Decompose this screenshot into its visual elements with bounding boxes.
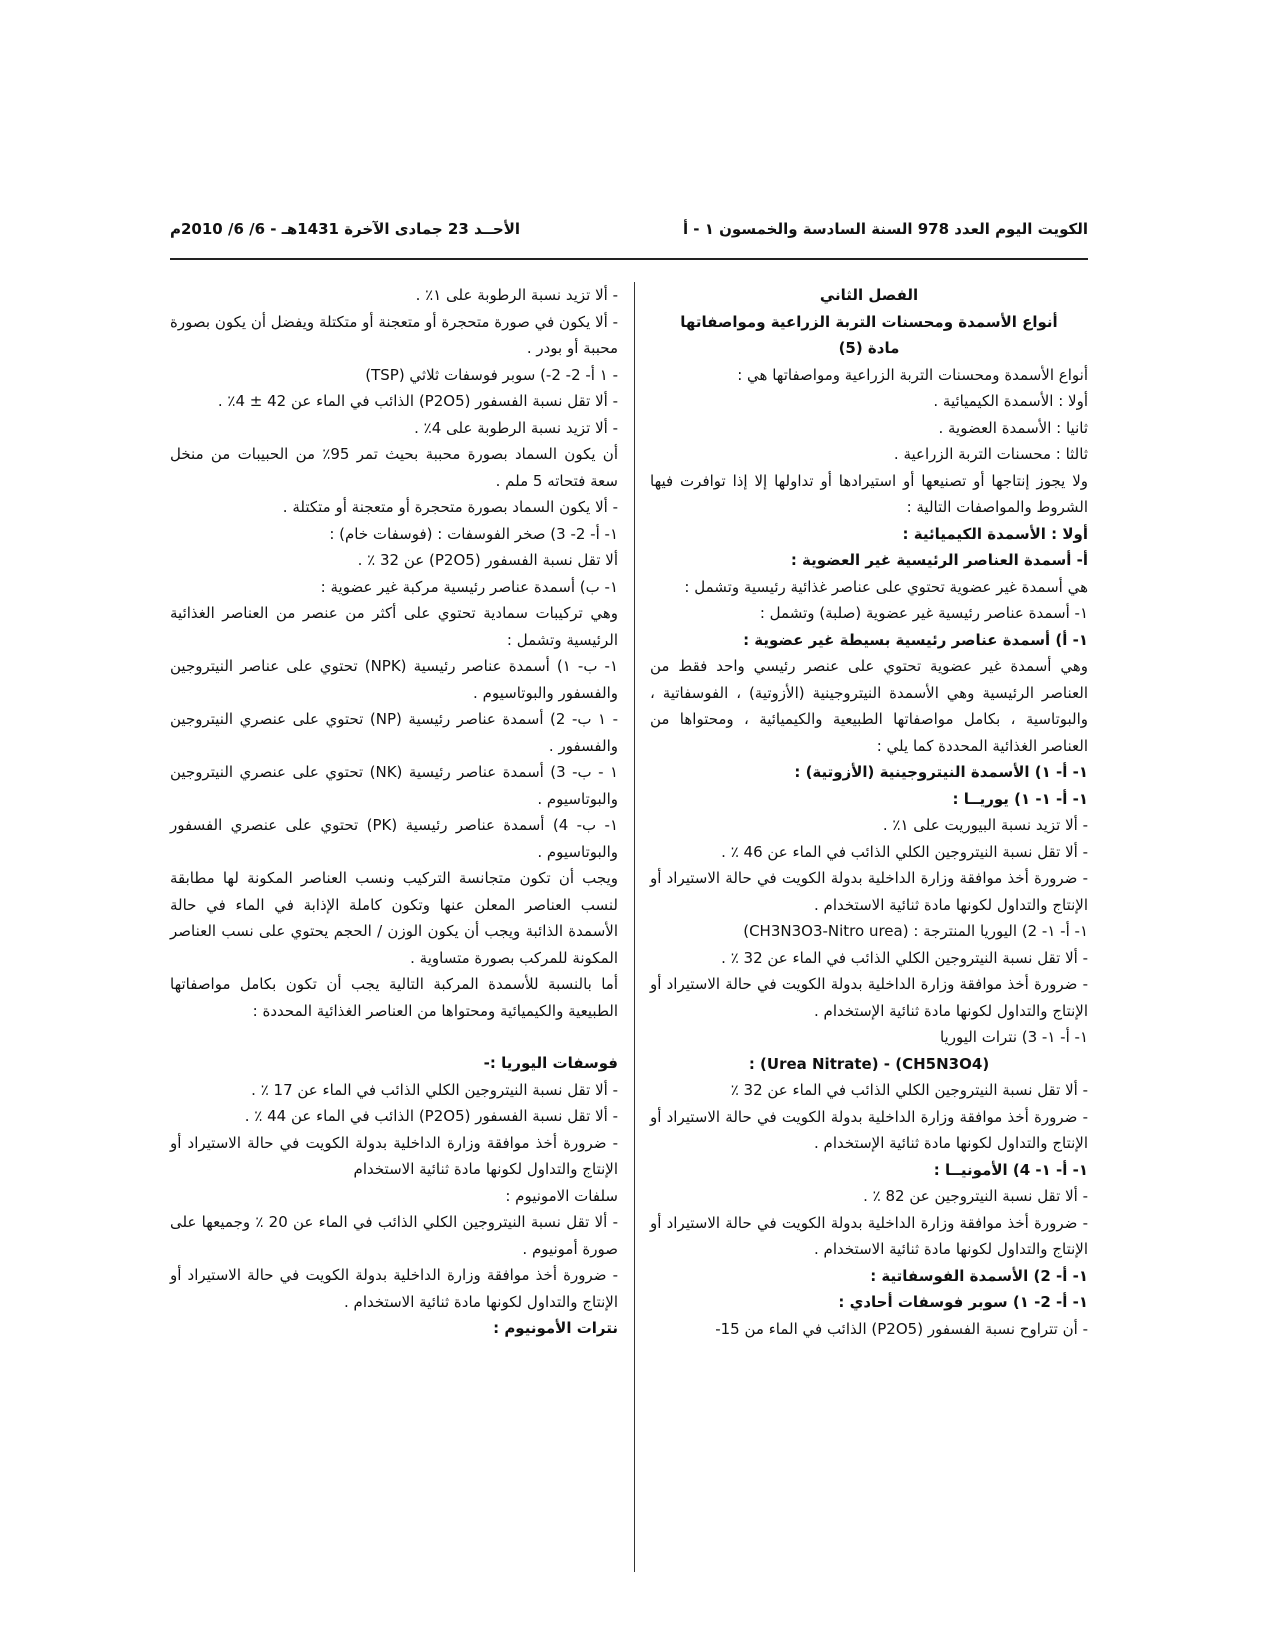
right-column-paragraph: أنواع الأسمدة ومحسنات التربة الزراعية ومواصفاتها (680, 312, 1058, 331)
right-column-paragraph: ١- أ- 2) الأسمدة الفوسفاتية : (870, 1266, 1088, 1285)
right-column-paragraph: ١- أسمدة عناصر رئيسية غير عضوية (صلبة) وتشمل : (759, 604, 1088, 622)
left-column-paragraph: سلفات الامونيوم : (505, 1186, 618, 1205)
left-column-paragraph: - ألا تزيد نسبة الرطوبة على 4٪ . (414, 418, 618, 437)
left-column-paragraph: - ألا يكون في صورة متحجرة أو متعجنة أو متكتلة ويفضل أن يكون بصورة محببة أو بودر . (170, 312, 618, 357)
left-column-paragraph: - ضرورة أخذ موافقة وزارة الداخلية بدولة الكويت في حالة الاستيراد أو الإنتاج والتداول لكونها مادة ثنائية الاستخدام (170, 1133, 618, 1178)
left-column-paragraph: - ألا تقل نسبة الفسفور (P2O5) الذائب في الماء عن 42 ± 4٪ . (217, 392, 618, 410)
header-rule (170, 258, 1088, 260)
right-column-paragraph: أولا : الأسمدة الكيميائية . (933, 392, 1088, 410)
left-column-paragraph: - ألا تقل نسبة النيتروجين الكلي الذائب في الماء عن 17 ٪ . (251, 1080, 618, 1099)
right-column-paragraph: - ألا تقل نسبة النيتروجين الكلي الذائب في الماء عن 32 ٪ (730, 1081, 1088, 1099)
left-column-paragraph: ١- ب) أسمدة عناصر رئيسية مركبة غير عضوية : (320, 577, 618, 596)
right-column-paragraph: - ضرورة أخذ موافقة وزارة الداخلية بدولة الكويت في حالة الاستيراد أو الإنتاج والتداول لكونها مادة ثنائية الإستخدام . (650, 1107, 1088, 1152)
header-date: الأحــد 23 جمادى الآخرة 1431هـ - 6/ 6/ 2010م (170, 220, 521, 238)
left-column-paragraph: - ١ ب- 2) أسمدة عناصر رئيسية (NP) تحتوي على عنصري النيتروجين والفسفور . (170, 710, 618, 755)
right-column-paragraph: ١- أ) أسمدة عناصر رئيسية بسيطة غير عضوية : (743, 630, 1088, 649)
left-column-paragraph: - ألا يكون السماد بصورة متحجرة أو متعجنة أو متكتلة . (282, 498, 618, 516)
right-column-paragraph: ١- أ- ١) الأسمدة النيتروجينية (الأزوتية) : (794, 763, 1088, 781)
page-header (170, 208, 1088, 238)
right-column-paragraph: - ضرورة أخذ موافقة وزارة الداخلية بدولة الكويت في حالة الاستيراد أو الإنتاج والتداول لكونها مادة ثنائية الإستخدام . (650, 975, 1088, 1020)
right-column-paragraph: - ضرورة أخذ موافقة وزارة الداخلية بدولة الكويت في حالة الاستيراد أو الإنتاج والتداول لكونها مادة ثنائية الاستخدام . (650, 869, 1088, 914)
left-column-paragraph: نترات الأمونيوم : (493, 1319, 618, 1337)
left-column-paragraph: ١ - ب- 3) أسمدة عناصر رئيسية (NK) تحتوي على عنصري النيتروجين والبوتاسيوم . (170, 763, 618, 808)
left-column-paragraph: ويجب أن تكون متجانسة التركيب ونسب العناصر المكونة لها مطابقة لنسب العناصر المعلن عنها وتكون كاملة الإذابة في الماء في حالة الأسمدة الذائبة ويجب أن يكون الوزن / الحجم يحتوي على نسب العناصر المكونة للمركب بصورة متساوية . (170, 869, 618, 967)
right-column-paragraph: - ألا تقل نسبة النيتروجين عن 82 ٪ . (863, 1187, 1088, 1205)
right-column-paragraph: - ألا تزيد نسبة البيوريت على ١٪ . (882, 816, 1088, 834)
right-column-paragraph: ١- أ- 2- ١) سوبر فوسفات أحادي : (838, 1293, 1088, 1311)
left-column (170, 282, 618, 1342)
right-column-paragraph: مادة (5) (838, 339, 900, 357)
right-column-paragraph: - ضرورة أخذ موافقة وزارة الداخلية بدولة الكويت في حالة الاستيراد أو الإنتاج والتداول لكونها مادة ثنائية الاستخدام . (650, 1213, 1088, 1258)
right-column-paragraph: ١- أ- ١- ١) يوريــا : (952, 789, 1088, 808)
right-column-paragraph: - أن تتراوح نسبة الفسفور (P2O5) الذائب في الماء من 15- (715, 1319, 1088, 1338)
right-column-paragraph: هي أسمدة غير عضوية تحتوي على عناصر غذائية رئيسية وتشمل : (684, 577, 1088, 596)
right-column-paragraph: ١- أ- ١- 3) نترات اليوريا (939, 1028, 1088, 1046)
left-column-paragraph: - ألا تقل نسبة الفسفور (P2O5) الذائب في الماء عن 44 ٪ . (244, 1107, 618, 1125)
right-column (650, 282, 1088, 1342)
left-column-paragraph: - ضرورة أخذ موافقة وزارة الداخلية بدولة الكويت في حالة الاستيراد أو الإنتاج والتداول لكونها مادة ثنائية الاستخدام . (170, 1266, 618, 1311)
left-column-paragraph: أما بالنسبة للأسمدة المركبة التالية يجب أن تكون بكامل مواصفاتها الطبيعية والكيميائية ومحتواها من العناصر الغذائية المحددة : (170, 975, 618, 1020)
right-column-paragraph: الفصل الثاني (819, 286, 919, 304)
right-column-paragraph: أولا : الأسمدة الكيميائية : (902, 524, 1088, 543)
left-column-paragraph: وهي تركيبات سمادية تحتوي على أكثر من عنصر من العناصر الغذائية الرئيسية وتشمل : (170, 604, 618, 649)
right-column-paragraph: ثانيا : الأسمدة العضوية . (938, 418, 1088, 437)
right-column-paragraph: ولا يجوز إنتاجها أو تصنيعها أو استيرادها أو تداولها إلا إذا توافرت فيها الشروط والمواصفات التالية : (650, 471, 1088, 516)
right-column-paragraph: - ألا تقل نسبة النيتروجين الكلي الذائب في الماء عن 32 ٪ . (721, 948, 1088, 967)
left-column-paragraph: - ١ أ- 2- 2-) سوبر فوسفات ثلاثي (TSP) (365, 365, 618, 384)
right-column-paragraph: وهي أسمدة غير عضوية تحتوي على عنصر رئيسي واحد فقط من العناصر الرئيسية وهي الأسمدة النيتروجينية (الأزوتية) ، الفوسفاتية ، والبوتاسية ، بكامل مواصفاتها الطبيعية والكيميائية ، ومحتواها من العناصر الغذائية المحددة كما يلي : (650, 657, 1088, 755)
right-column-paragraph: ثالثا : محسنات التربة الزراعية . (893, 445, 1088, 463)
left-column-paragraph: - ألا تقل نسبة النيتروجين الكلي الذائب في الماء عن 20 ٪ وجميعها على صورة أمونيوم . (170, 1213, 618, 1258)
right-column-paragraph: أ- أسمدة العناصر الرئيسية غير العضوية : (790, 551, 1088, 569)
right-column-paragraph: (CH5N3O4) - (Urea Nitrate) : (748, 1054, 990, 1073)
header-publication-info: الكويت اليوم العدد 978 السنة السادسة والخمسون ١ - أ (682, 220, 1088, 238)
left-column-paragraph: فوسفات اليوريا :- (483, 1054, 618, 1072)
left-column-paragraph: ١- ب- ١) أسمدة عناصر رئيسية (NPK) تحتوي على عناصر النيتروجين والفسفور والبوتاسيوم . (170, 657, 619, 702)
left-column-paragraph: - ألا تزيد نسبة الرطوبة على ١٪ . (415, 286, 618, 304)
left-column-paragraph: ١- أ- 2- 3) صخر الفوسفات : (فوسفات خام) : (329, 524, 618, 543)
right-column-paragraph: ١- أ- ١- 2) اليوريا المنترجة : (CH3N3O3-Nitro urea) (743, 922, 1088, 940)
right-column-paragraph: - ألا تقل نسبة النيتروجين الكلي الذائب في الماء عن 46 ٪ . (721, 842, 1088, 861)
left-column-paragraph: ١- ب- 4) أسمدة عناصر رئيسية (PK) تحتوي على عنصري الفسفور والبوتاسيوم . (170, 816, 619, 861)
right-column-paragraph: أنواع الأسمدة ومحسنات التربة الزراعية ومواصفاتها هي : (737, 365, 1088, 384)
right-column-paragraph: ١- أ- ١- 4) الأمونيــا : (933, 1160, 1088, 1179)
left-column-paragraph: ألا تقل نسبة الفسفور (P2O5) عن 32 ٪ . (357, 551, 618, 569)
left-column-paragraph: أن يكون السماد بصورة محببة بحيث تمر 95٪ من الحبيبات من منخل سعة فتحاته 5 ملم . (170, 445, 618, 490)
left-column-paragraph (170, 1024, 618, 1050)
column-divider (634, 282, 635, 1572)
